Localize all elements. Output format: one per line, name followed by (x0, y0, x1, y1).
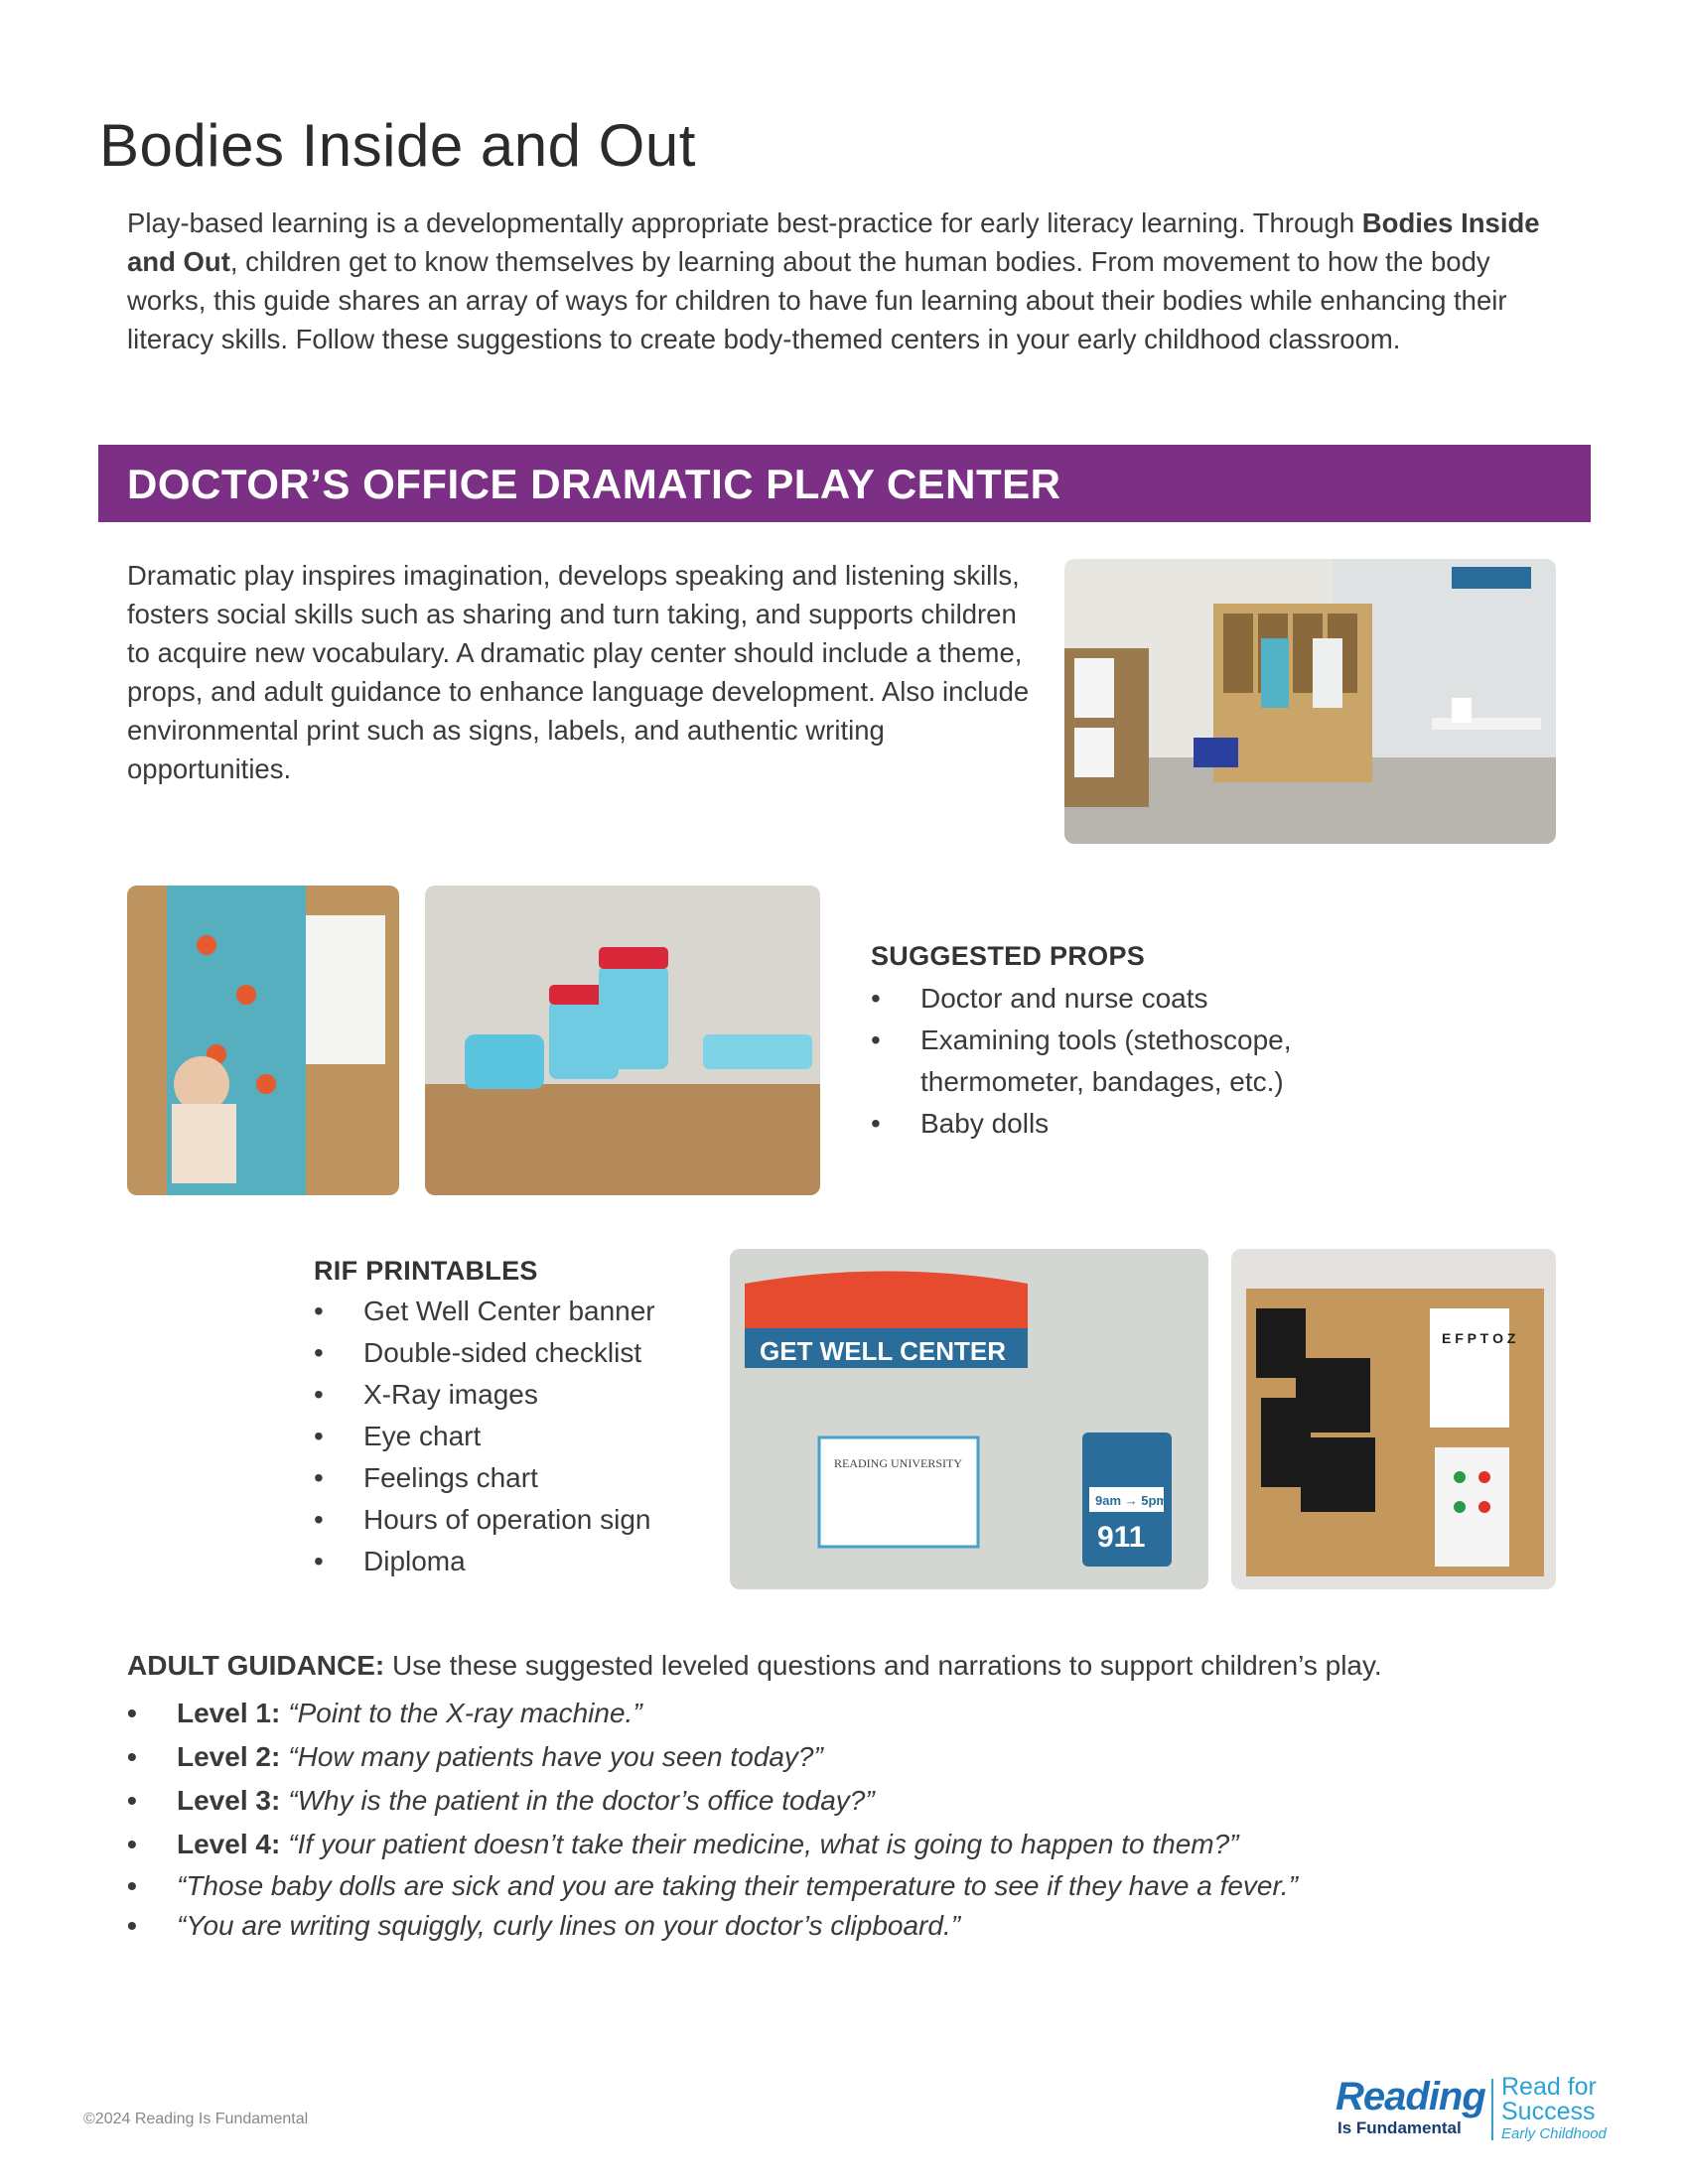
logo-sub-text: Is Fundamental (1337, 2118, 1462, 2137)
section-paragraph: Dramatic play inspires imagination, develops speaking and listening skills, fosters social skills such as sharing and turn taking, and supports children to acquire new vocabulary. A dramatic play center should include a theme, props, and adult guidance to enhance language development. Also include environmental print such as signs, labels, and authentic writing opportunities. (127, 560, 1030, 784)
props-heading: SUGGESTED PROPS (871, 941, 1146, 971)
list-item (127, 1692, 1418, 1735)
copyright: ©2024 Reading Is Fundamental (83, 2111, 309, 2127)
eye-chart-text: E F P T O Z (1442, 1330, 1516, 1346)
section-title: DOCTOR’S OFFICE DRAMATIC PLAY CENTER (127, 461, 1061, 507)
list-item (127, 1866, 1418, 1906)
level-question: “If your patient doesn’t take their medicine, what is going to happen to them?” (288, 1829, 1239, 1859)
intro-paragraph (127, 204, 1557, 358)
logo2-line3: Early Childhood (1501, 2125, 1607, 2142)
list-item: • X-Ray images (314, 1374, 731, 1416)
props-section (871, 941, 1367, 1145)
xray-board-photo (1231, 1249, 1556, 1589)
logo-divider (1491, 2079, 1493, 2140)
narration: “You are writing squiggly, curly lines on your doctor’s clipboard.” (177, 1910, 961, 1941)
intro-text-1: Play-based learning is a developmentally appropriate best-practice for early literacy learning. Through (127, 207, 1362, 238)
coats-photo (127, 886, 399, 1195)
logo-main-text: Reading (1336, 2075, 1485, 2118)
list-item: • Double-sided checklist (314, 1332, 731, 1374)
list-item: • Eye chart (314, 1416, 731, 1457)
classroom-photo (1064, 559, 1556, 844)
signs-photo (730, 1249, 1208, 1589)
level-question: “Why is the patient in the doctor’s office today?” (288, 1785, 875, 1816)
adult-guidance-section (127, 1648, 1418, 1946)
list-item (127, 1735, 1418, 1779)
list-item: • Feelings chart (314, 1457, 731, 1499)
level-question: “How many patients have you seen today?” (288, 1741, 823, 1772)
list-item: • Baby dolls (871, 1103, 1367, 1145)
reading-is-fundamental-logo (1336, 2075, 1484, 2144)
list-item: • Get Well Center banner (314, 1291, 731, 1332)
emergency-sign-text: 911 (1097, 1521, 1146, 1554)
level-label: Level 3: (177, 1785, 281, 1816)
intro-text-2: , children get to know themselves by learning about the human bodies. From movement to how the body works, this guide shares an array of ways for children to have fun learning about their bodies while enhancing their literacy skills. Follow these suggestions to create body-themed centers in your early childhood classroom. (127, 246, 1507, 354)
narration: “Those baby dolls are sick and you are taking their temperature to see if they have a fever.” (177, 1870, 1298, 1901)
guidance-intro (127, 1648, 1418, 1684)
list-item (127, 1779, 1418, 1823)
list-item: • Diploma (314, 1541, 731, 1582)
page-title: Bodies Inside and Out (99, 112, 696, 179)
list-item (127, 1823, 1418, 1866)
logo2-line1: Read for (1501, 2073, 1597, 2101)
list-item: • Hours of operation sign (314, 1499, 731, 1541)
level-label: Level 1: (177, 1698, 281, 1728)
printables-section (314, 1256, 731, 1582)
printables-heading: RIF PRINTABLES (314, 1256, 538, 1286)
hours-sign-text: 9am → 5pm (1095, 1493, 1168, 1508)
banner-sign-text: GET WELL CENTER (760, 1336, 1006, 1366)
tools-photo (425, 886, 820, 1195)
logo2-line2: Success (1501, 2098, 1596, 2125)
list-item: • Doctor and nurse coats (871, 978, 1367, 1020)
intro-bold-title: Bodies Inside and Out (127, 207, 1540, 277)
level-label: Level 2: (177, 1741, 281, 1772)
level-label: Level 4: (177, 1829, 281, 1859)
level-question: “Point to the X-ray machine.” (288, 1698, 642, 1728)
list-item (127, 1906, 1418, 1946)
guidance-label: ADULT GUIDANCE: (127, 1650, 385, 1681)
section-banner (98, 445, 1591, 522)
diploma-text: READING UNIVERSITY (834, 1456, 962, 1470)
list-item: • Examining tools (stethoscope, thermometer, bandages, etc.) (871, 1020, 1367, 1103)
guidance-intro-text: Use these suggested leveled questions and narrations to support children’s play. (384, 1650, 1382, 1681)
read-for-success-logo (1501, 2075, 1630, 2144)
